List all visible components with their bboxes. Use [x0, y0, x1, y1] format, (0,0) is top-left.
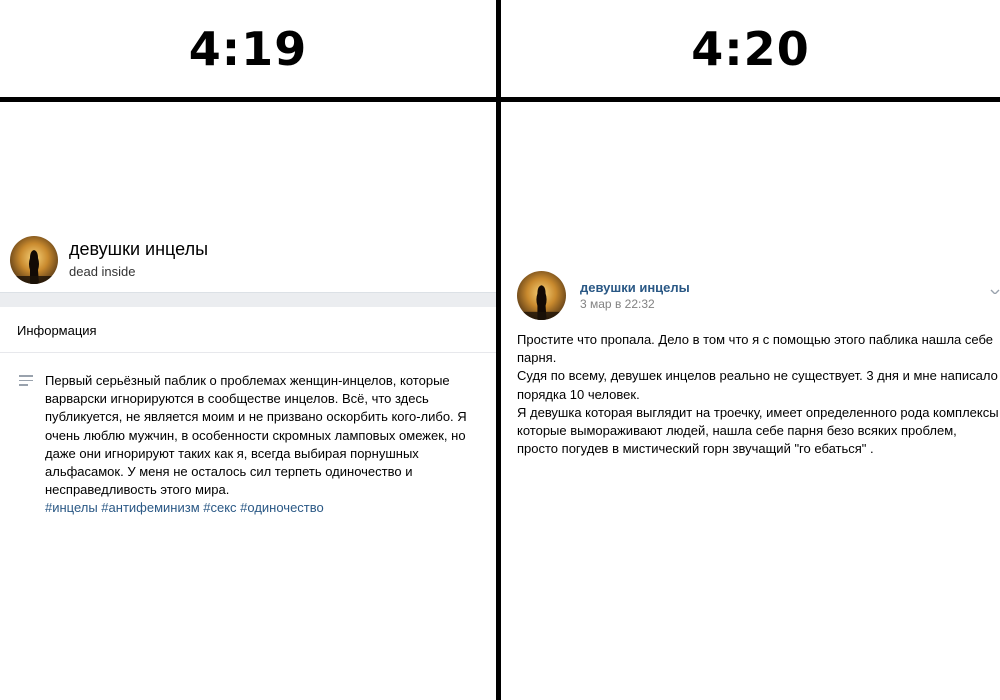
group-name[interactable]: девушки инцелы: [69, 239, 209, 259]
panel-divider-horizontal: [0, 97, 1000, 102]
info-divider: [0, 352, 496, 353]
post-paragraph: Простите что пропала. Дело в том что я с помощью этого паблика нашла себе парня.: [517, 332, 993, 366]
description-lines-icon: [19, 375, 33, 387]
group-description: Первый серьёзный паблик о проблемах женщин-инцелов, которые варварски игнорируются в сообществе инцелов. Всё, что здесь публикуется, не является моим и не призвано оскорбить кого-либо. Я очень люблю мужчин, в особенности скромных ламповых омежек, но даже они игнорируют таких как я, всегда выбирая порнушных альфасамок. У меня не осталось сил терпеть одиночество и несправедливость этого мира.: [45, 373, 467, 498]
post-author-avatar[interactable]: [517, 271, 566, 320]
info-section-title: Информация: [17, 323, 97, 338]
group-avatar[interactable]: [10, 236, 58, 284]
group-avatar-silhouette-icon: [10, 236, 58, 284]
panel-time-label-left: 4:19: [188, 21, 308, 76]
post-author-name[interactable]: девушки инцелы: [580, 280, 690, 295]
group-status: dead inside: [69, 264, 136, 279]
group-hashtags[interactable]: #инцелы #антифеминизм #секс #одиночество: [45, 500, 324, 515]
post-text: [517, 331, 1000, 458]
panel-time-label-right: 4:20: [691, 21, 810, 76]
section-separator-band: [0, 292, 496, 307]
post-date[interactable]: 3 мар в 22:32: [580, 297, 655, 311]
group-avatar-silhouette-icon: [517, 271, 566, 320]
chevron-down-icon[interactable]: [990, 284, 1000, 294]
post-paragraph: Судя по всему, девушек инцелов реально не существует. 3 дня и мне написало порядка 10 человек.: [517, 368, 998, 402]
panel-divider-vertical: [496, 0, 501, 700]
post-paragraph: Я девушка которая выглядит на троечку, имеет определенного рода комплексы которые вымораживают людей, нашла себе парня безо всяких проблем, просто погудев в мистический горн звучащий "го ебаться" .: [517, 404, 999, 457]
